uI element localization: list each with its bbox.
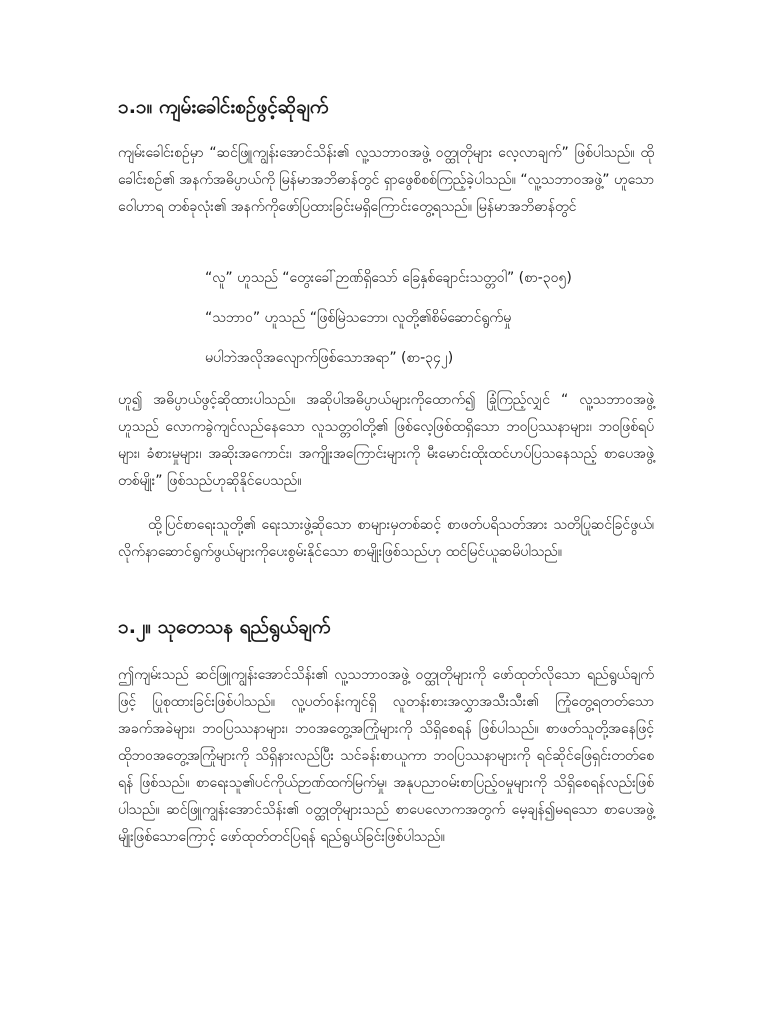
dictionary-quote-thabawa-continued: မပါဘဲအလိုအလျောက်ဖြစ်သောအရာ” (စာ-၃၄၂) [205,350,454,366]
section-heading-research-objectives: ၁.၂။ သုတေသန ရည်ရွယ်ချက် [118,616,331,638]
research-objectives-paragraph: ဤကျမ်းသည် ဆင်ဖြူကျွန်းအောင်သိန်း၏ လူ့သဘာဝအဖွဲ့ ဝတ္ထုတိုများကို ဖော်ထုတ်လိုသော ရည်ရွယ်ချက်ဖြင့် ပြုစုထားခြင်းဖြစ်ပါသည်။ လူ့ပတ်ဝန်းကျင်ရှိ လူတန်းစားအလွှာအသီးသီး၏ ကြုံတွေ့ရတတ်သော အခက်အခဲများ၊ ဘဝပြဿနာများ၊ ဘဝအတွေ့အကြုံများကို သိရှိစေရန် ဖြစ်ပါသည်။ စာဖတ်သူတို့အနေဖြင့် ထိုဘဝအတွေ့အကြုံများကို သိရှိနားလည်ပြီး သင်ခန်းစာယူကာ ဘဝပြဿနာများကို ရင်ဆိုင်ဖြေရှင်းတတ်စေရန် ဖြစ်သည်။ စာရေးသူ၏ပင်ကိုယ်ဉာဏ်ထက်မြက်မှု၊ အနုပညာဝမ်းစာပြည့်ဝမှုများကို သိရှိစေရန်လည်းဖြစ်ပါသည်။ ဆင်ဖြူကျွန်းအောင်သိန်း၏ ဝတ္ထုတိုများသည် စာပေလောကအတွက် မေ့ချန်၍မရသော စာပေအဖွဲ့မျိုးဖြစ်သောကြောင့် ဖော်ထုတ်တင်ပြရန် ရည်ရွယ်ခြင်းဖြစ်ပါသည်။ [118,667,654,845]
definition-summary-paragraph: ဟူ၍ အဓိပ္ပာယ်ဖွင့်ဆိုထားပါသည်။ အဆိုပါအဓိပ္ပာယ်များကိုထောက်၍ ခြုံကြည့်လျှင် “ လူ့သဘာဝအဖွဲ့ဟူသည် လောကခွဲကျင်လည်နေသော လူသတ္တဝါတို့၏ ဖြစ်လေ့ဖြစ်ထရှိသော ဘဝပြဿနာများ၊ ဘဝဖြစ်ရပ်များ၊ ခံစားမှုများ၊ အဆိုးအကောင်း၊ အကျိုးအကြောင်းများကို မီးမောင်းထိုးထင်ဟပ်ပြသနေသည့် စာပေအဖွဲ့တစ်မျိုး” ဖြစ်သည်ဟုဆိုနိုင်ပေသည်။ [118,392,654,489]
dictionary-quote-thabawa: “သဘာဝ” ဟူသည် “ဖြစ်မြဲသဘော၊ လူတို့၏စိမ်ဆောင်ရွက်မှု [205,310,512,326]
section-heading-definition: ၁.၁။ ကျမ်းခေါင်းစဉ်ဖွင့်ဆိုချက် [118,96,329,118]
definition-purpose-paragraph: ထို့ပြင်စာရေးသူတို့၏ ရေးသားဖွဲ့ဆိုသော စာများမှတစ်ဆင့် စာဖတ်ပရိသတ်အား သတိပြုဆင်ခြင်ဖွယ်၊ လိုက်နာဆောင်ရွက်ဖွယ်များကိုပေးစွမ်းနိုင်သော စာမျိုးဖြစ်သည်ဟု ထင်မြင်ယူဆမိပါသည်။ [118,517,654,560]
definition-intro-paragraph: ကျမ်းခေါင်းစဉ်မှာ “ဆင်ဖြူကျွန်းအောင်သိန်း၏ လူ့သဘာဝအဖွဲ့ ဝတ္ထုတိုများ လေ့လာချက်” ဖြစ်ပါသည်။ ထိုခေါင်းစဉ်၏ အနက်အဓိပ္ပာယ်ကို မြန်မာအဘိဓာန်တွင် ရှာဖွေစိစစ်ကြည့်ခဲ့ပါသည်။ “လူ့သဘာဝအဖွဲ့” ဟူသော ဝေါဟာရ တစ်ခုလုံး၏ အနက်ကိုဖော်ပြထားခြင်းမရှိကြောင်းတွေ့ရသည်။ မြန်မာအဘိဓာန်တွင် [118,145,654,215]
dictionary-quote-lu: “လူ” ဟူသည် “တွေးခေါ်ဉာဏ်ရှိသော် ခြေနှစ်ချောင်းသတ္တဝါ” (စာ-၃၀၅) [205,270,572,286]
